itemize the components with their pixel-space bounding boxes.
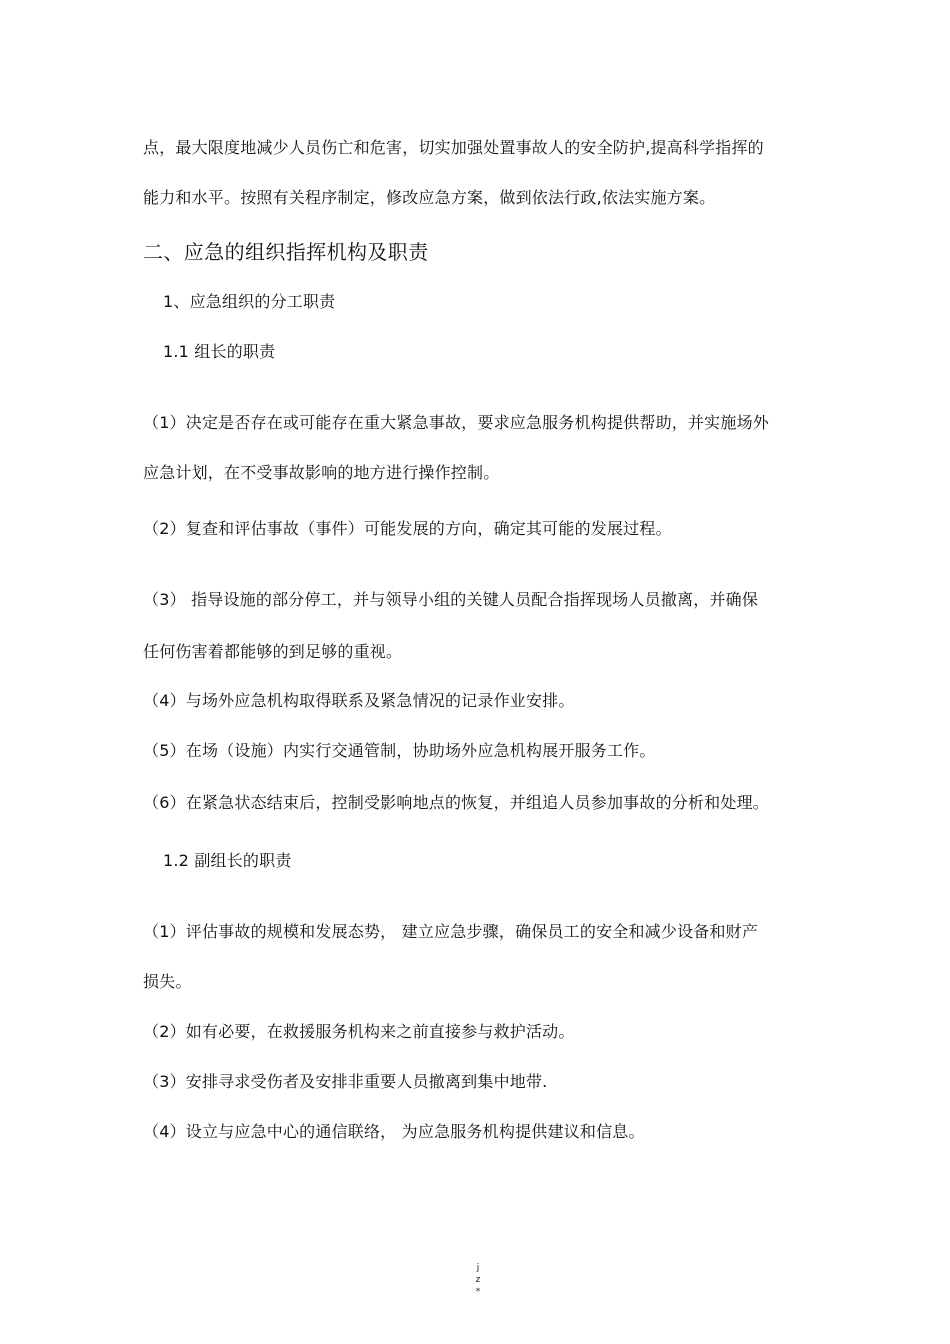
list-item-continuation: 损失。: [143, 972, 192, 991]
body-text-line: 点，最大限度地减少人员伤亡和危害，切实加强处置事故人的安全防护,提高科学指挥的: [143, 138, 764, 157]
list-item: （6）在紧急状态结束后，控制受影响地点的恢复，并组追人员参加事故的分析和处理。: [143, 793, 769, 812]
list-item: （1）评估事故的规模和发展态势， 建立应急步骤，确保员工的安全和减少设备和财产: [143, 922, 759, 941]
subsection-heading: 1、应急组织的分工职责: [163, 292, 336, 311]
page-footer: [473, 1262, 483, 1298]
list-item: （2）复查和评估事故（事件）可能发展的方向，确定其可能的发展过程。: [143, 519, 672, 538]
list-item-continuation: 任何伤害着都能够的到足够的重视。: [143, 642, 403, 661]
list-item: （3） 指导设施的部分停工，并与领导小组的关键人员配合指挥现场人员撤离，并确保: [143, 590, 759, 609]
list-item: （1）决定是否存在或可能存在重大紧急事故，要求应急服务机构提供帮助，并实施场外: [143, 413, 769, 432]
list-item: （4）设立与应急中心的通信联络， 为应急服务机构提供建议和信息。: [143, 1122, 645, 1141]
footer-char: z: [475, 1275, 481, 1285]
section-heading: 二、应急的组织指挥机构及职责: [143, 240, 429, 264]
list-item: （3）安排寻求受伤者及安排非重要人员撤离到集中地带.: [143, 1072, 548, 1091]
list-item: （2）如有必要，在救援服务机构来之前直接参与救护活动。: [143, 1022, 575, 1041]
list-item-continuation: 应急计划，在不受事故影响的地方进行操作控制。: [143, 463, 500, 482]
footer-char: j: [476, 1263, 480, 1273]
list-item: （4）与场外应急机构取得联系及紧急情况的记录作业安排。: [143, 691, 575, 710]
subsection-heading: 1.2 副组长的职责: [163, 851, 292, 870]
subsection-heading: 1.1 组长的职责: [163, 342, 276, 361]
list-item: （5）在场（设施）内实行交通管制，协助场外应急机构展开服务工作。: [143, 741, 656, 760]
footer-char: *: [475, 1287, 481, 1297]
body-text-line: 能力和水平。按照有关程序制定，修改应急方案，做到依法行政,依法实施方案。: [143, 188, 716, 207]
